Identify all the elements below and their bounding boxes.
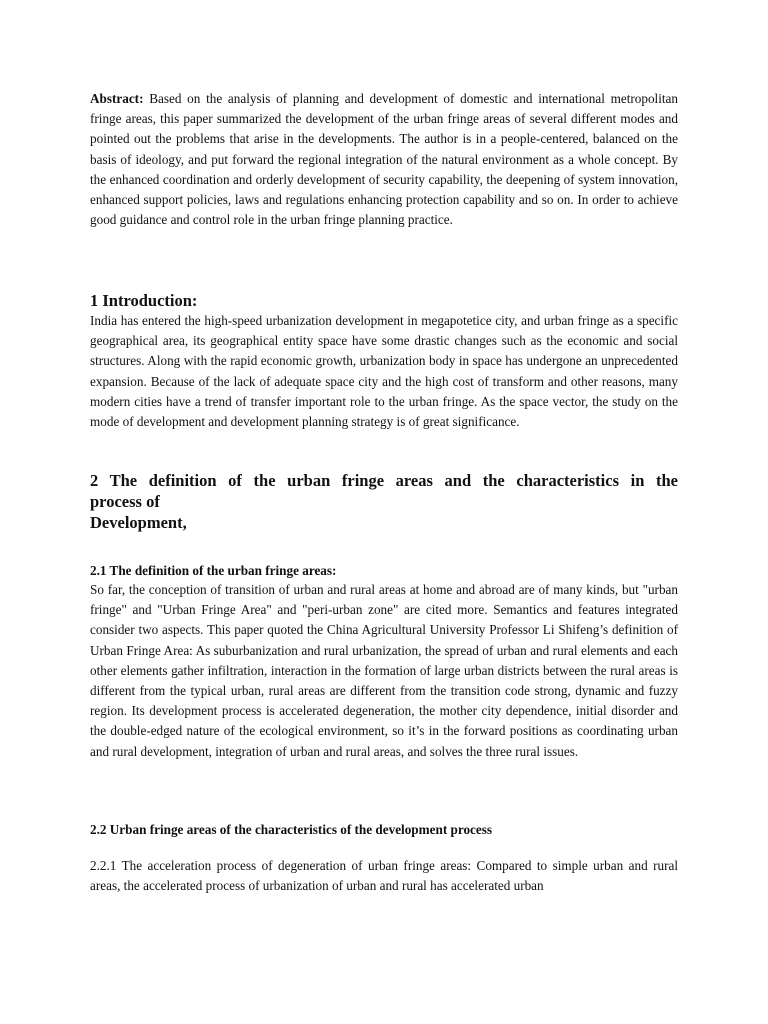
introduction-heading: 1 Introduction: <box>90 291 198 310</box>
introduction-section <box>90 291 678 311</box>
section-2-heading <box>90 470 678 533</box>
section-2-2 <box>90 820 678 840</box>
abstract-text: Based on the analysis of planning and development of domestic and international metropolitan fringe areas, this paper summarized the development of the urban fringe areas of several different modes and pointed out the problems that arise in the developments. The author is in a people-centered, balanced on the basis of ideology, and put forward the regional integration of the natural environment as a whole concept. By the enhanced coordination and orderly development of security capability, the deepening of system innovation, enhanced support policies, laws and regulations enhancing protection capability and so on. In order to achieve good guidance and control role in the urban fringe planning practice. <box>90 91 678 228</box>
section-2-1-paragraph: So far, the conception of transition of urban and rural areas at home and abroad are of many kinds, but "urban fringe" and "Urban Fringe Area" and "peri-urban zone" are cited more. Semantics and features integrated consider two aspects. This paper quoted the China Agricultural University Professor Li Shifeng’s definition of Urban Fringe Area: As suburbanization and rural urbanization, the spread of urban and rural elements and each other elements gather infiltration, interaction in the formation of large urban districts between the rural areas is different from the typical urban, rural areas are different from the transition code strong, dynamic and fuzzy region. Its development process is accelerated degeneration, the mother city dependence, initial disorder and the double-edged nature of the ecological environment, so it’s in the forward positions as coordinating urban and rural development, integration of urban and rural areas, and solves the three rural issues. <box>90 582 678 759</box>
section-2-heading-line-2: process of <box>90 492 160 511</box>
section-2-1 <box>90 561 678 581</box>
section-2-heading-line-3: Development, <box>90 513 187 532</box>
page-content <box>90 89 678 894</box>
introduction-paragraph: India has entered the high-speed urbanization development in megapotetice city, and urban fringe as a specific geographical area, its geographical entity space have some drastic changes such as the economic and social structures. Along with the rapid economic growth, urbanization body in space has undergone an unprecedented expansion. Because of the lack of adequate space city and the high cost of transform and other reasons, many modern cities have a trend of transfer important role to the urban fringe. As the space vector, the study on the mode of development and development planning strategy is of great significance. <box>90 313 678 430</box>
abstract-label: Abstract: <box>90 91 144 106</box>
section-2-heading-line-1: 2 The definition of the urban fringe areas and the characteristics in the <box>90 471 678 490</box>
section-2-2-heading: 2.2 Urban fringe areas of the characteristics of the development process <box>90 822 493 837</box>
abstract-paragraph <box>90 89 678 230</box>
section-2-1-heading: 2.1 The definition of the urban fringe areas: <box>90 563 337 578</box>
section-2-2-1-paragraph: 2.2.1 The acceleration process of degeneration of urban fringe areas: Compared to simple urban and rural areas, the accelerated process of urbanization of urban and rural has accelerated urban <box>90 858 678 894</box>
